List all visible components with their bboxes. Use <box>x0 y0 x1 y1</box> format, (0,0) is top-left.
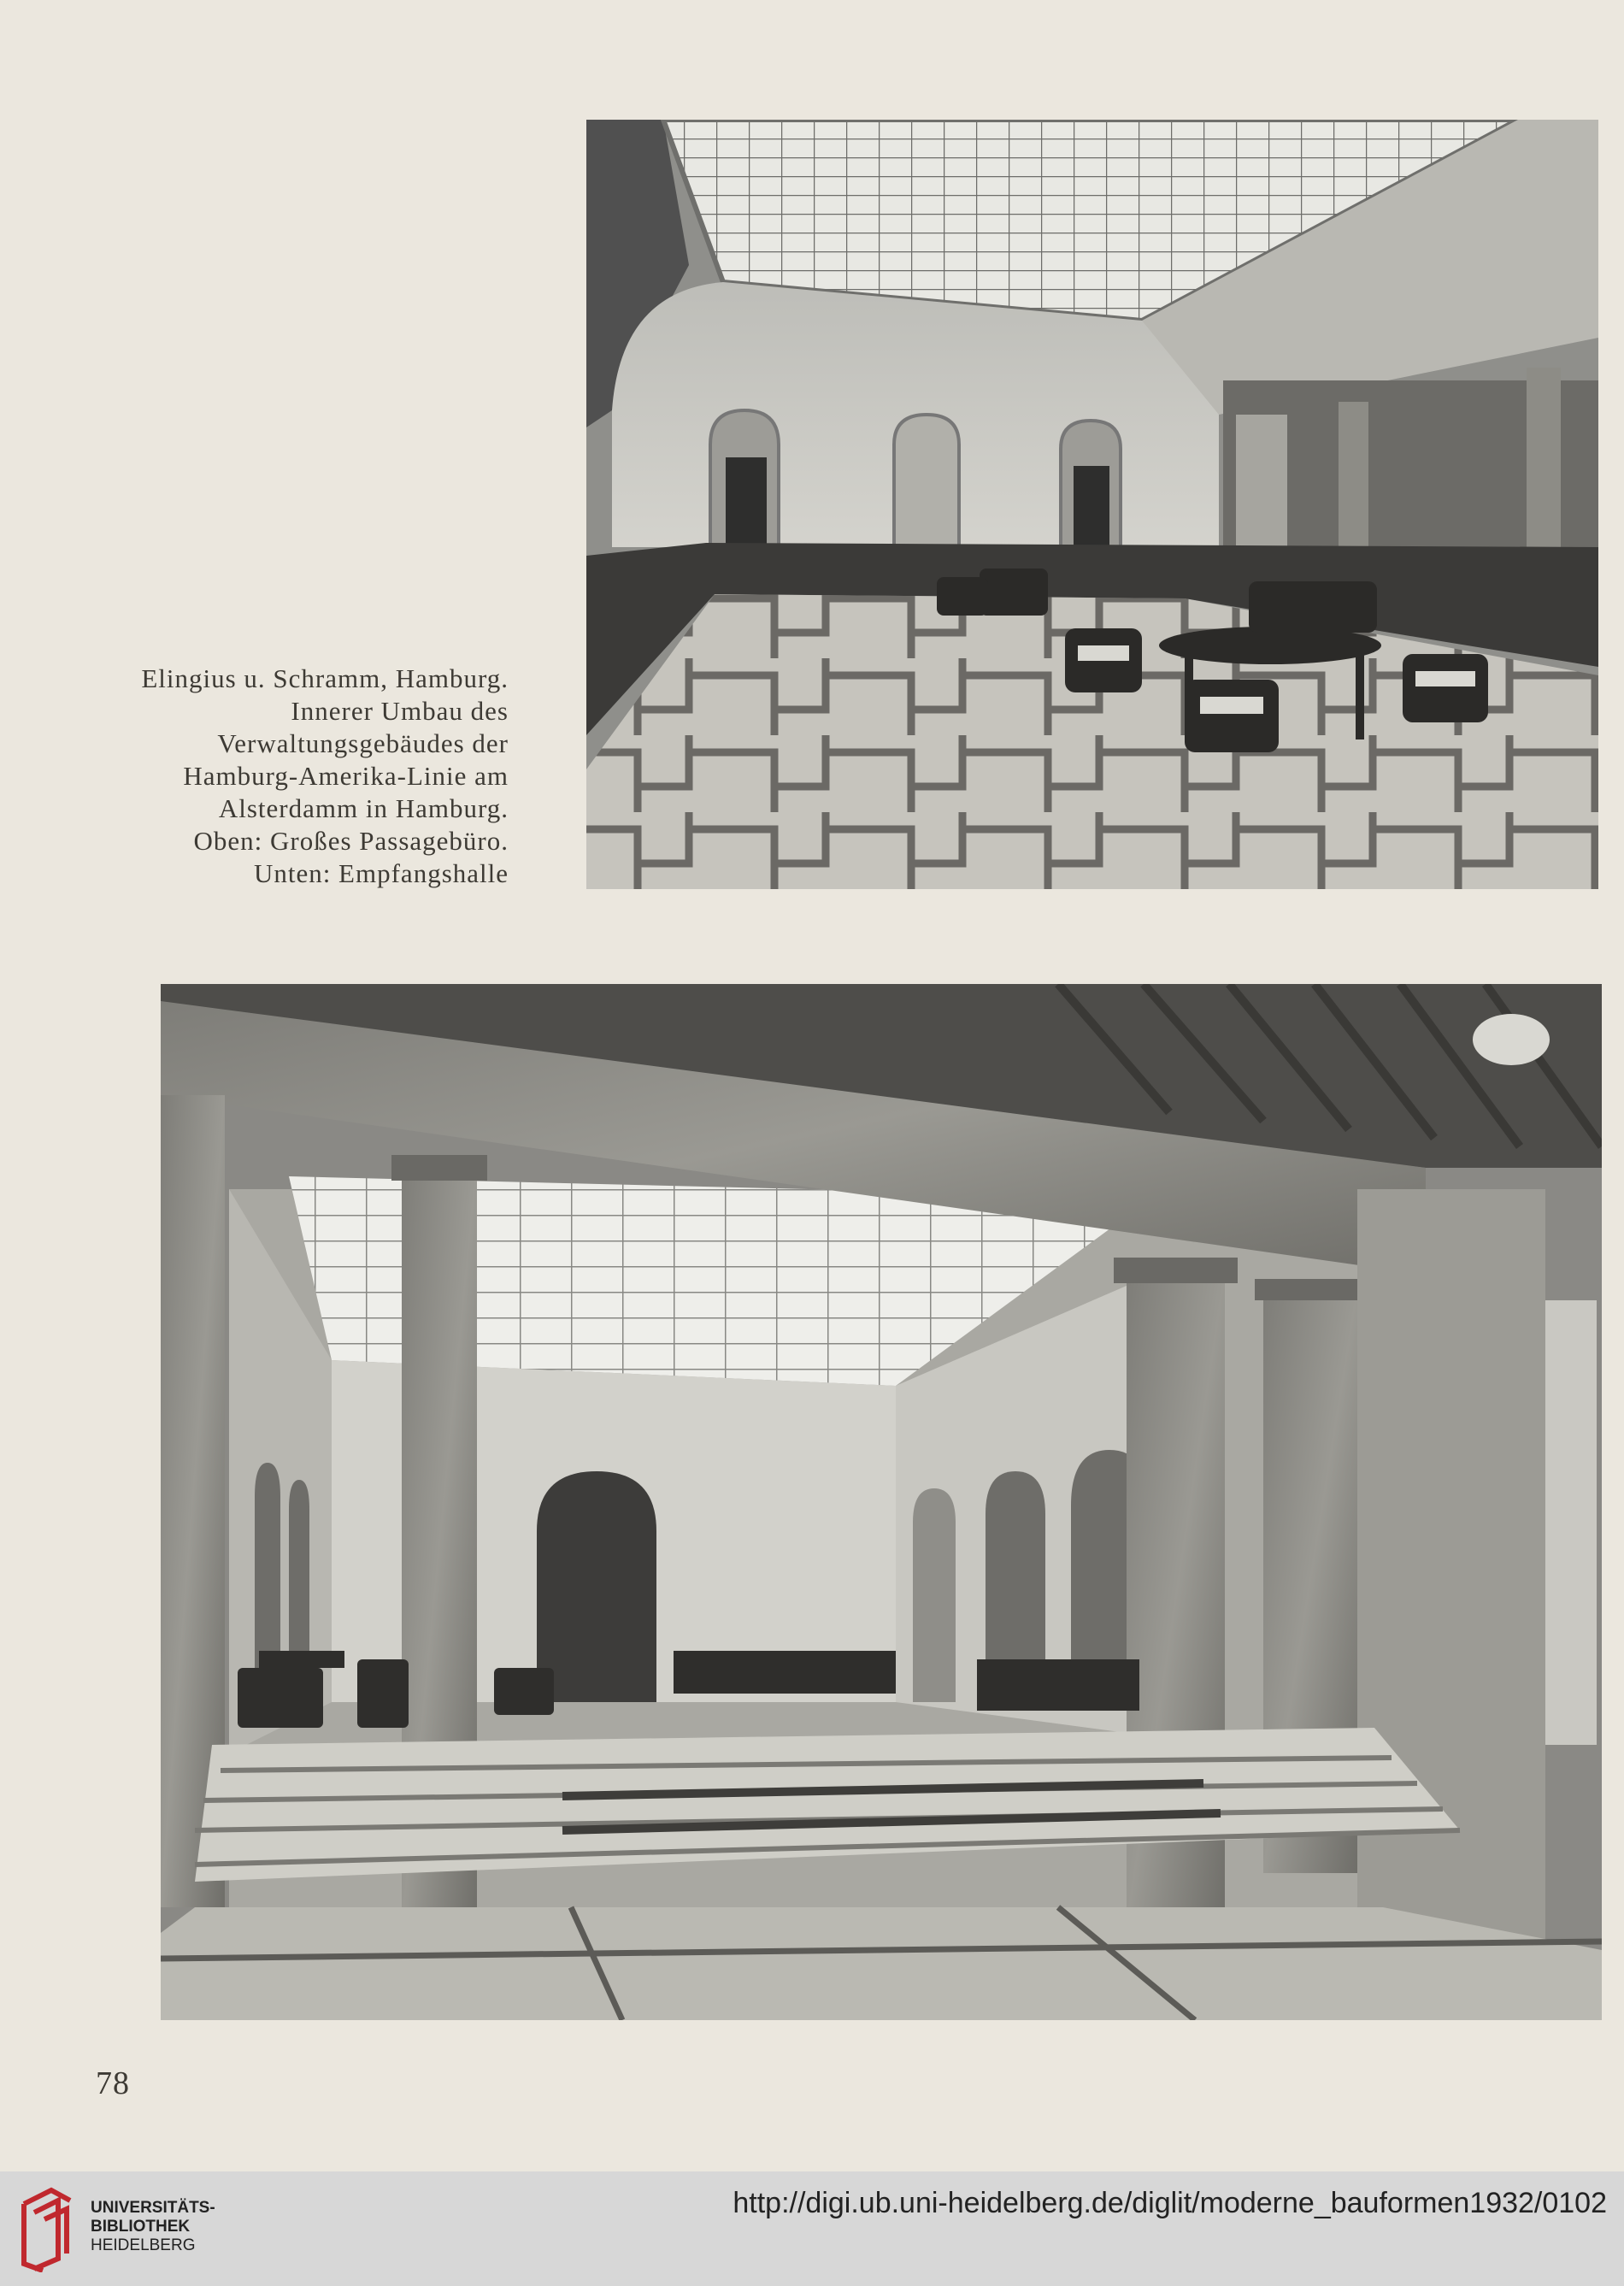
caption-line: Innerer Umbau des <box>291 696 509 726</box>
caption-line: Alsterdamm in Hamburg. <box>218 793 509 823</box>
photo-caption <box>64 663 509 890</box>
digitization-footer <box>0 2171 1624 2286</box>
library-name <box>91 2199 215 2255</box>
library-name-line: UNIVERSITÄTS- <box>91 2199 215 2217</box>
library-name-line: HEIDELBERG <box>91 2236 196 2254</box>
library-name-line: BIBLIOTHEK <box>91 2218 191 2236</box>
caption-line: Hamburg-Amerika-Linie am <box>183 761 509 791</box>
photo-grosses-passagebuero <box>586 120 1598 889</box>
page-number: 78 <box>96 2065 130 2101</box>
caption-line: Verwaltungsgebäudes der <box>217 728 509 758</box>
caption-line: Elingius u. Schramm, Hamburg. <box>141 663 509 693</box>
library-logo-icon <box>17 2187 77 2272</box>
photo-empfangshalle <box>161 984 1602 2020</box>
source-url-link[interactable]: http://digi.ub.uni-heidelberg.de/diglit/moderne_bauformen1932/0102 <box>733 2187 1607 2219</box>
caption-line: Oben: Großes Passagebüro. <box>193 826 509 856</box>
caption-line: Unten: Empfangshalle <box>253 858 509 888</box>
